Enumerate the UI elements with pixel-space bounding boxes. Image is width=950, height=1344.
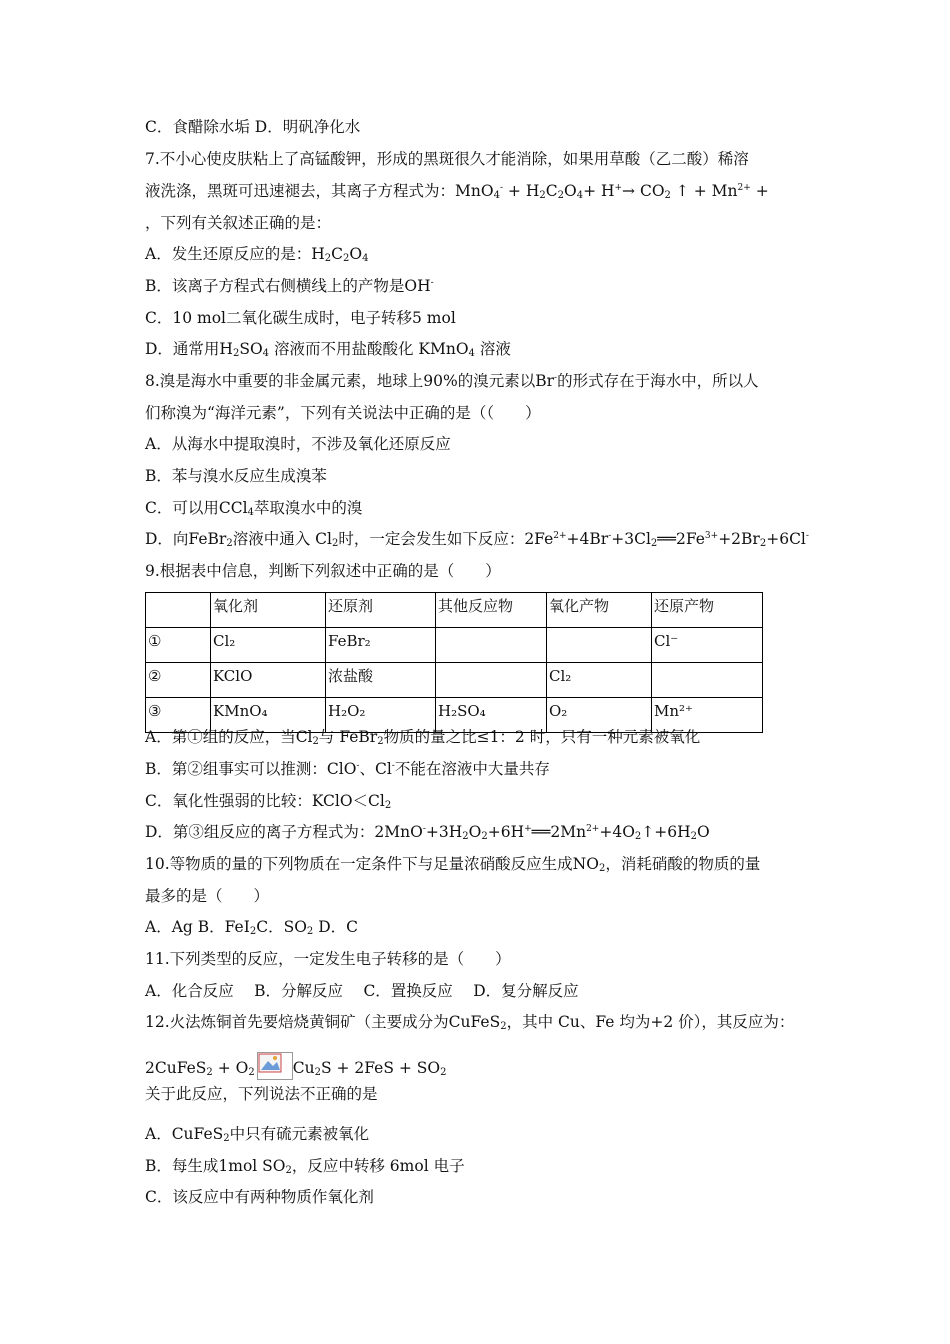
q12-option-a: A．CuFeS$_2$中只有硫元素被氧化 [145,1125,370,1144]
q9-option-c: C．氧化性强弱的比较：$KClO<Cl_2$ [145,792,392,811]
q9-stem: 9.根据表中信息，判断下列叙述中正确的是（ ） [145,562,501,580]
q8-option-b: B．苯与溴水反应生成溴苯 [145,467,327,485]
q12-option-c: C．该反应中有两种物质作氧化剂 [145,1188,374,1206]
q7-stem-line2: 液洗涤，黑斑可迅速褪去，其离子方程式为：$MnO_4^- + H_2C_2O_4+ H^+\to CO_2$ ↑ + $Mn^{2+}$ + [145,182,769,201]
table-cell: H₂SO₄ [436,698,547,733]
table-header-cell: 氧化剂 [211,593,326,628]
table-cell [652,663,763,698]
table-cell: H₂O₂ [326,698,436,733]
table-cell: ② [146,663,211,698]
q9-option-d: D．第③组反应的离子方程式为：$2MnO^-+3H_2O_2+6H^+══2Mn^{2+}+4O_2↑+6H_2O$ [145,823,710,842]
q12-equation: 2CuFeS$_2$ + $O_2$ $Cu_2S + 2FeS + SO_2$ [145,1052,447,1080]
q7-option-b: B．该离子方程式右侧横线上的产物是OH- [145,277,434,295]
table-header-row [146,593,763,628]
q9-option-a: A．第①组的反应，当$Cl_2$与 FeBr$_2$物质的量之比≤1：2 时，只有一种元素被氧化 [145,728,701,747]
q11-options: A．化合反应 B．分解反应 C．置换反应 D．复分解反应 [145,982,579,1000]
q7-stem-line1: 7.不小心使皮肤粘上了高锰酸钾，形成的黑斑很久才能消除，如果用草酸（乙二酸）稀溶 [145,150,749,168]
table-cell: KClO [211,663,326,698]
table-header-cell: 还原产物 [652,593,763,628]
q11-stem: 11.下列类型的反应，一定发生电子转移的是（ ） [145,950,511,968]
q12-stem-line1: 12.火法炼铜首先要焙烧黄铜矿（主要成分为CuFeS$_2$，其中 Cu、Fe 均为+2 价），其反应为： [145,1013,795,1032]
q8-option-d: D．向FeBr$_2$溶液中通入 $Cl_2$时，一定会发生如下反应：$2Fe^{2+}+4Br^-+3Cl_2══2Fe^{3+}+2Br_2+6Cl^-$ [145,530,809,549]
q10-options: A．Ag B．FeI$_2$C．$SO_2$ D．C [145,918,358,937]
table-cell [436,663,547,698]
q9-option-b: B．第②组事实可以推测：ClO-、Cl-不能在溶液中大量共存 [145,760,550,778]
table-row [146,663,763,698]
table-cell: KMnO₄ [211,698,326,733]
table-cell [547,628,652,663]
table-cell [436,628,547,663]
q7-option-a: A．发生还原反应的是：$H_2C_2O_4$ [145,245,369,264]
q7-option-c: C．10 mol二氧化碳生成时，电子转移5 mol [145,309,456,327]
q7-stem-line3: ，下列有关叙述正确的是： [145,214,332,232]
table-cell: ③ [146,698,211,733]
table-cell: Cl⁻ [652,628,763,663]
q7-option-d: D．通常用$H_2SO_4$ 溶液而不用盐酸酸化 KMnO$_4$ 溶液 [145,340,511,359]
q8-stem-line2: 们称溴为“海洋元素”，下列有关说法中正确的是（（ ） [145,404,541,422]
table-header-cell [146,593,211,628]
table-header-cell: 其他反应物 [436,593,547,628]
table-cell: FeBr₂ [326,628,436,663]
table-row [146,628,763,663]
table-header-cell: 氧化产物 [547,593,652,628]
q10-stem-line2: 最多的是（ ） [145,887,270,905]
q8-option-a: A．从海水中提取溴时，不涉及氧化还原反应 [145,435,451,453]
q9-reaction-table [145,592,763,733]
q10-stem-line1: 10.等物质的量的下列物质在一定条件下与足量浓硝酸反应生成$NO_2$，消耗硝酸的物质的量 [145,855,761,874]
q6-options-cd: C．食醋除水垢 D．明矾净化水 [145,118,361,136]
table-cell: 浓盐酸 [326,663,436,698]
q12-stem-line2: 关于此反应，下列说法不正确的是 [145,1085,378,1103]
table-cell: ① [146,628,211,663]
table-cell: Cl₂ [211,628,326,663]
table-cell: Cl₂ [547,663,652,698]
table-cell: O₂ [547,698,652,733]
q8-stem-line1: 8.溴是海水中重要的非金属元素，地球上90%的溴元素以Br-的形式存在于海水中，所以人 [145,372,759,390]
table-header-cell: 还原剂 [326,593,436,628]
table-cell: Mn²⁺ [652,698,763,733]
q8-option-c: C．可以用CCl$_4$萃取溴水中的溴 [145,499,363,518]
broken-image-icon [257,1052,293,1080]
q12-option-b: B．每生成1mol $SO_2$，反应中转移 6mol 电子 [145,1157,465,1176]
